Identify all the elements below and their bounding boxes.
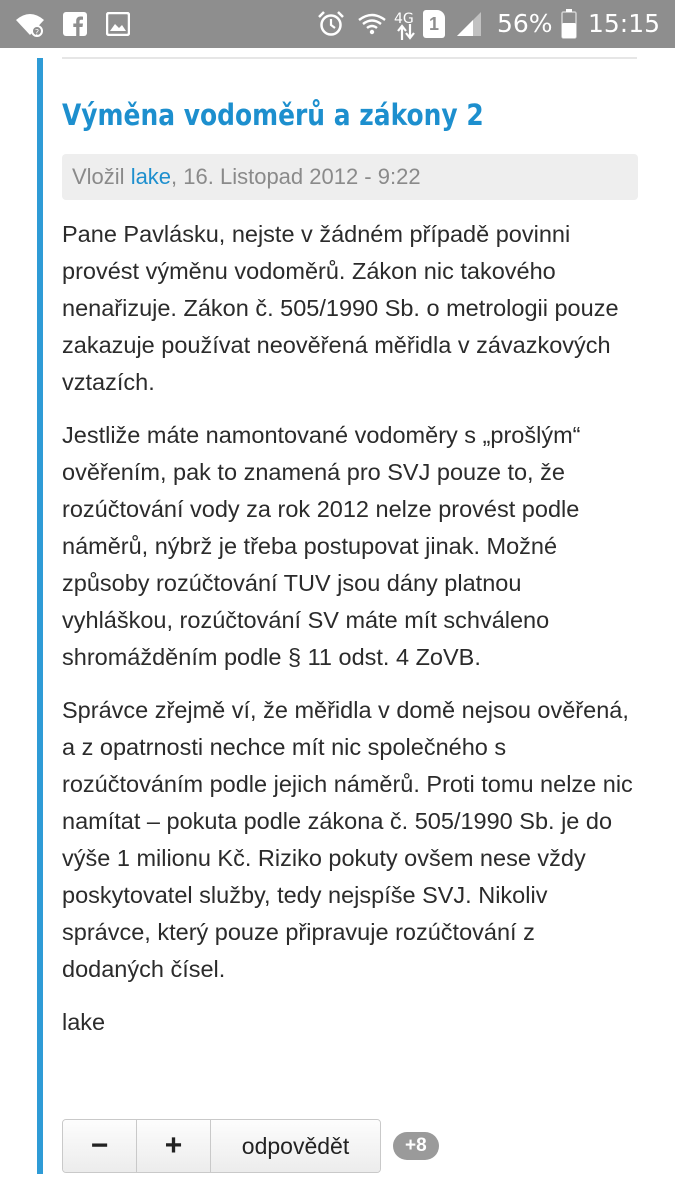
comment — [62, 92, 638, 1057]
comment-body — [62, 216, 638, 1041]
signal-icon — [454, 0, 484, 48]
vote-down-button[interactable]: − — [63, 1120, 137, 1172]
divider — [62, 57, 637, 59]
sim-icon — [422, 0, 446, 48]
comment-actions — [62, 1119, 439, 1173]
comment-title[interactable]: Výměna vodoměrů a zákony 2 — [62, 98, 484, 132]
vote-up-button[interactable]: + — [137, 1120, 211, 1172]
facebook-icon — [62, 0, 88, 48]
reply-button[interactable]: odpovědět — [211, 1120, 380, 1172]
gallery-icon — [105, 0, 131, 48]
network-type: 4G — [394, 11, 414, 27]
meta-prefix: Vložil — [72, 164, 131, 189]
clock: 15:15 — [588, 9, 661, 38]
score-badge: +8 — [393, 1132, 439, 1160]
comment-accent-bar — [37, 58, 43, 1174]
data-arrows-icon — [396, 20, 416, 44]
alarm-icon — [316, 0, 346, 48]
comment-meta — [62, 154, 638, 200]
status-bar — [0, 0, 675, 48]
author-link[interactable]: lake — [130, 164, 172, 189]
wifi-icon — [14, 0, 46, 48]
sim-slot-number: 1 — [428, 14, 439, 34]
svg-text:?: ? — [34, 28, 40, 37]
battery-icon — [560, 0, 578, 48]
paragraph: Pane Pavlásku, nejste v žádném případě povinni provést výměnu vodoměrů. Zákon nic takového nenařizuje. Zákon č. 505/1990 Sb. o metrologii pouze zakazuje používat neověřená měřidla v závazkových vztazích. — [62, 221, 619, 395]
paragraph: Správce zřejmě ví, že měřidla v domě nejsou ověřená, a z opatrnosti nechce mít nic společného s rozúčtováním podle jejich náměrů. Proti tomu nelze nic namítat – pokuta podle zákona č. 505/1990 Sb. je do výše 1 milionu Kč. Riziko pokuty ovšem nese vždy poskytovatel služby, tedy nejspíše SVJ. Nikoliv správce, který pouze připravuje rozúčtování z dodaných čísel. — [62, 697, 633, 982]
meta-date: , 16. Listopad 2012 - 9:22 — [171, 164, 421, 189]
paragraph: Jestliže máte namontované vodoměry s „prošlým“ ověřením, pak to znamená pro SVJ pouze to, že rozúčtování vody za rok 2012 nelze provést podle náměrů, nýbrž je třeba postupovat jinak. Možné způsoby rozúčtování TUV jsou dány platnou vyhláškou, rozúčtování SV máte mít schváleno shromážděním podle § 11 odst. 4 ZoVB. — [62, 422, 581, 670]
wifi-calling-icon — [356, 0, 388, 48]
signature: lake — [62, 1009, 106, 1035]
battery-percent: 56% — [497, 9, 553, 38]
vote-reply-group — [62, 1119, 381, 1173]
